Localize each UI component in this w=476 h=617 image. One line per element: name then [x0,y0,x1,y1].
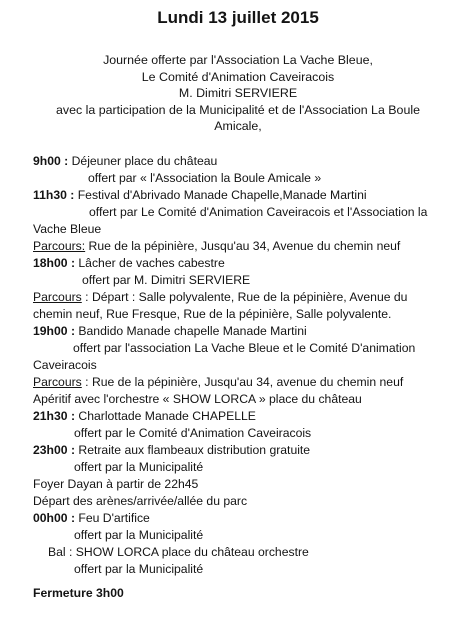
event-text: Déjeuner place du château [68,154,218,168]
route-label: Parcours [33,375,82,389]
schedule-line-19h00 [33,323,307,339]
intro-line: M. Dimitri SERVIERE [178,86,298,101]
offered-by-text: offert par le Comité d'Animation Caveiracois [74,426,312,440]
route-label: Parcours [33,290,82,304]
time-label: 00h00 : [33,511,76,525]
time-label: 9h00 : [33,154,69,168]
offered-by-line [74,561,203,577]
continuation-line [33,221,101,237]
time-label: 11h30 : [33,188,75,202]
intro-block [30,52,446,135]
continuation-line [33,357,97,373]
offered-by-line [82,272,250,288]
time-label: 23h00 : [33,443,76,457]
schedule-line-11h30 [33,187,367,203]
info-text: Départ des arènes/arrivée/allée du parc [33,494,248,508]
continuation-text: Caveiracois [33,358,97,372]
bal-line [48,544,309,560]
offered-by-line [73,340,415,356]
event-text: Charlottade Manade CHAPELLE [75,409,256,423]
event-text: Festival d'Abrivado Manade Chapelle,Manade Martini [74,188,367,202]
schedule-line-18h00 [33,255,225,271]
schedule-line-21h30 [33,408,256,424]
offered-by-line [74,527,203,543]
route-text: : Rue de la pépinière, Jusqu'au 34, avenue du chemin neuf [81,375,404,389]
intro-line: Le Comité d'Animation Caveiracois [141,69,335,84]
offered-by-text: offert par l'association La Vache Bleue et le Comité D'animation [73,341,416,355]
offered-by-text: offert par la Municipalité [74,460,204,474]
schedule-line-23h00 [33,442,310,458]
aperitif-text: Apéritif avec l'orchestre « SHOW LORCA » place du château [33,392,362,406]
offered-by-line [88,170,321,186]
info-line [33,493,247,509]
closing-time: Fermeture 3h00 [33,586,124,600]
page-title: Lundi 13 juillet 2015 [157,8,319,27]
schedule-line-00h00 [33,510,150,526]
offered-by-text: offert par « l'Association la Boule Amicale » [88,171,322,185]
info-line [33,476,198,492]
offered-by-text: offert par la Municipalité [74,528,204,542]
continuation-text: chemin neuf, Rue Fresque, Rue de la pépinière, Salle polyvalente. [33,307,392,321]
continuation-text: Vache Bleue [33,222,102,236]
bal-text: Bal : SHOW LORCA place du château orchestre [48,545,309,559]
offered-by-text: offert par la Municipalité [74,562,204,576]
offered-by-text: offert par Le Comité d'Animation Caveiracois et l'Association la [89,205,428,219]
route-line [33,374,403,390]
intro-line: avec la participation de la Municipalité et de l'Association La Boule [56,102,420,117]
event-text: Bandido Manade chapelle Manade Martini [75,324,307,338]
continuation-line [33,306,391,322]
route-text: Rue de la pépinière, Jusqu'au 34, Avenue du chemin neuf [85,239,401,253]
event-text: Lâcher de vaches cabestre [75,256,225,270]
route-label: Parcours: [33,239,86,253]
event-text: Feu D'artifice [75,511,150,525]
route-line [33,289,407,305]
event-text: Retraite aux flambeaux distribution gratuite [75,443,311,457]
offered-by-line [74,425,311,441]
intro-line: Amicale, [214,119,262,134]
offered-by-line [74,459,203,475]
schedule-line-9h00 [33,153,217,169]
route-line [33,238,400,254]
route-text: : Départ : Salle polyvalente, Rue de la pépinière, Avenue du [81,290,408,304]
intro-line: Journée offerte par l'Association La Vache Bleue, [103,53,373,67]
info-text: Foyer Dayan à partir de 22h45 [33,477,199,491]
offered-by-line [89,204,427,220]
time-label: 21h30 : [33,409,76,423]
aperitif-line [33,391,362,407]
offered-by-text: offert par M. Dimitri SERVIERE [82,273,251,287]
time-label: 19h00 : [33,324,76,338]
time-label: 18h00 : [33,256,76,270]
